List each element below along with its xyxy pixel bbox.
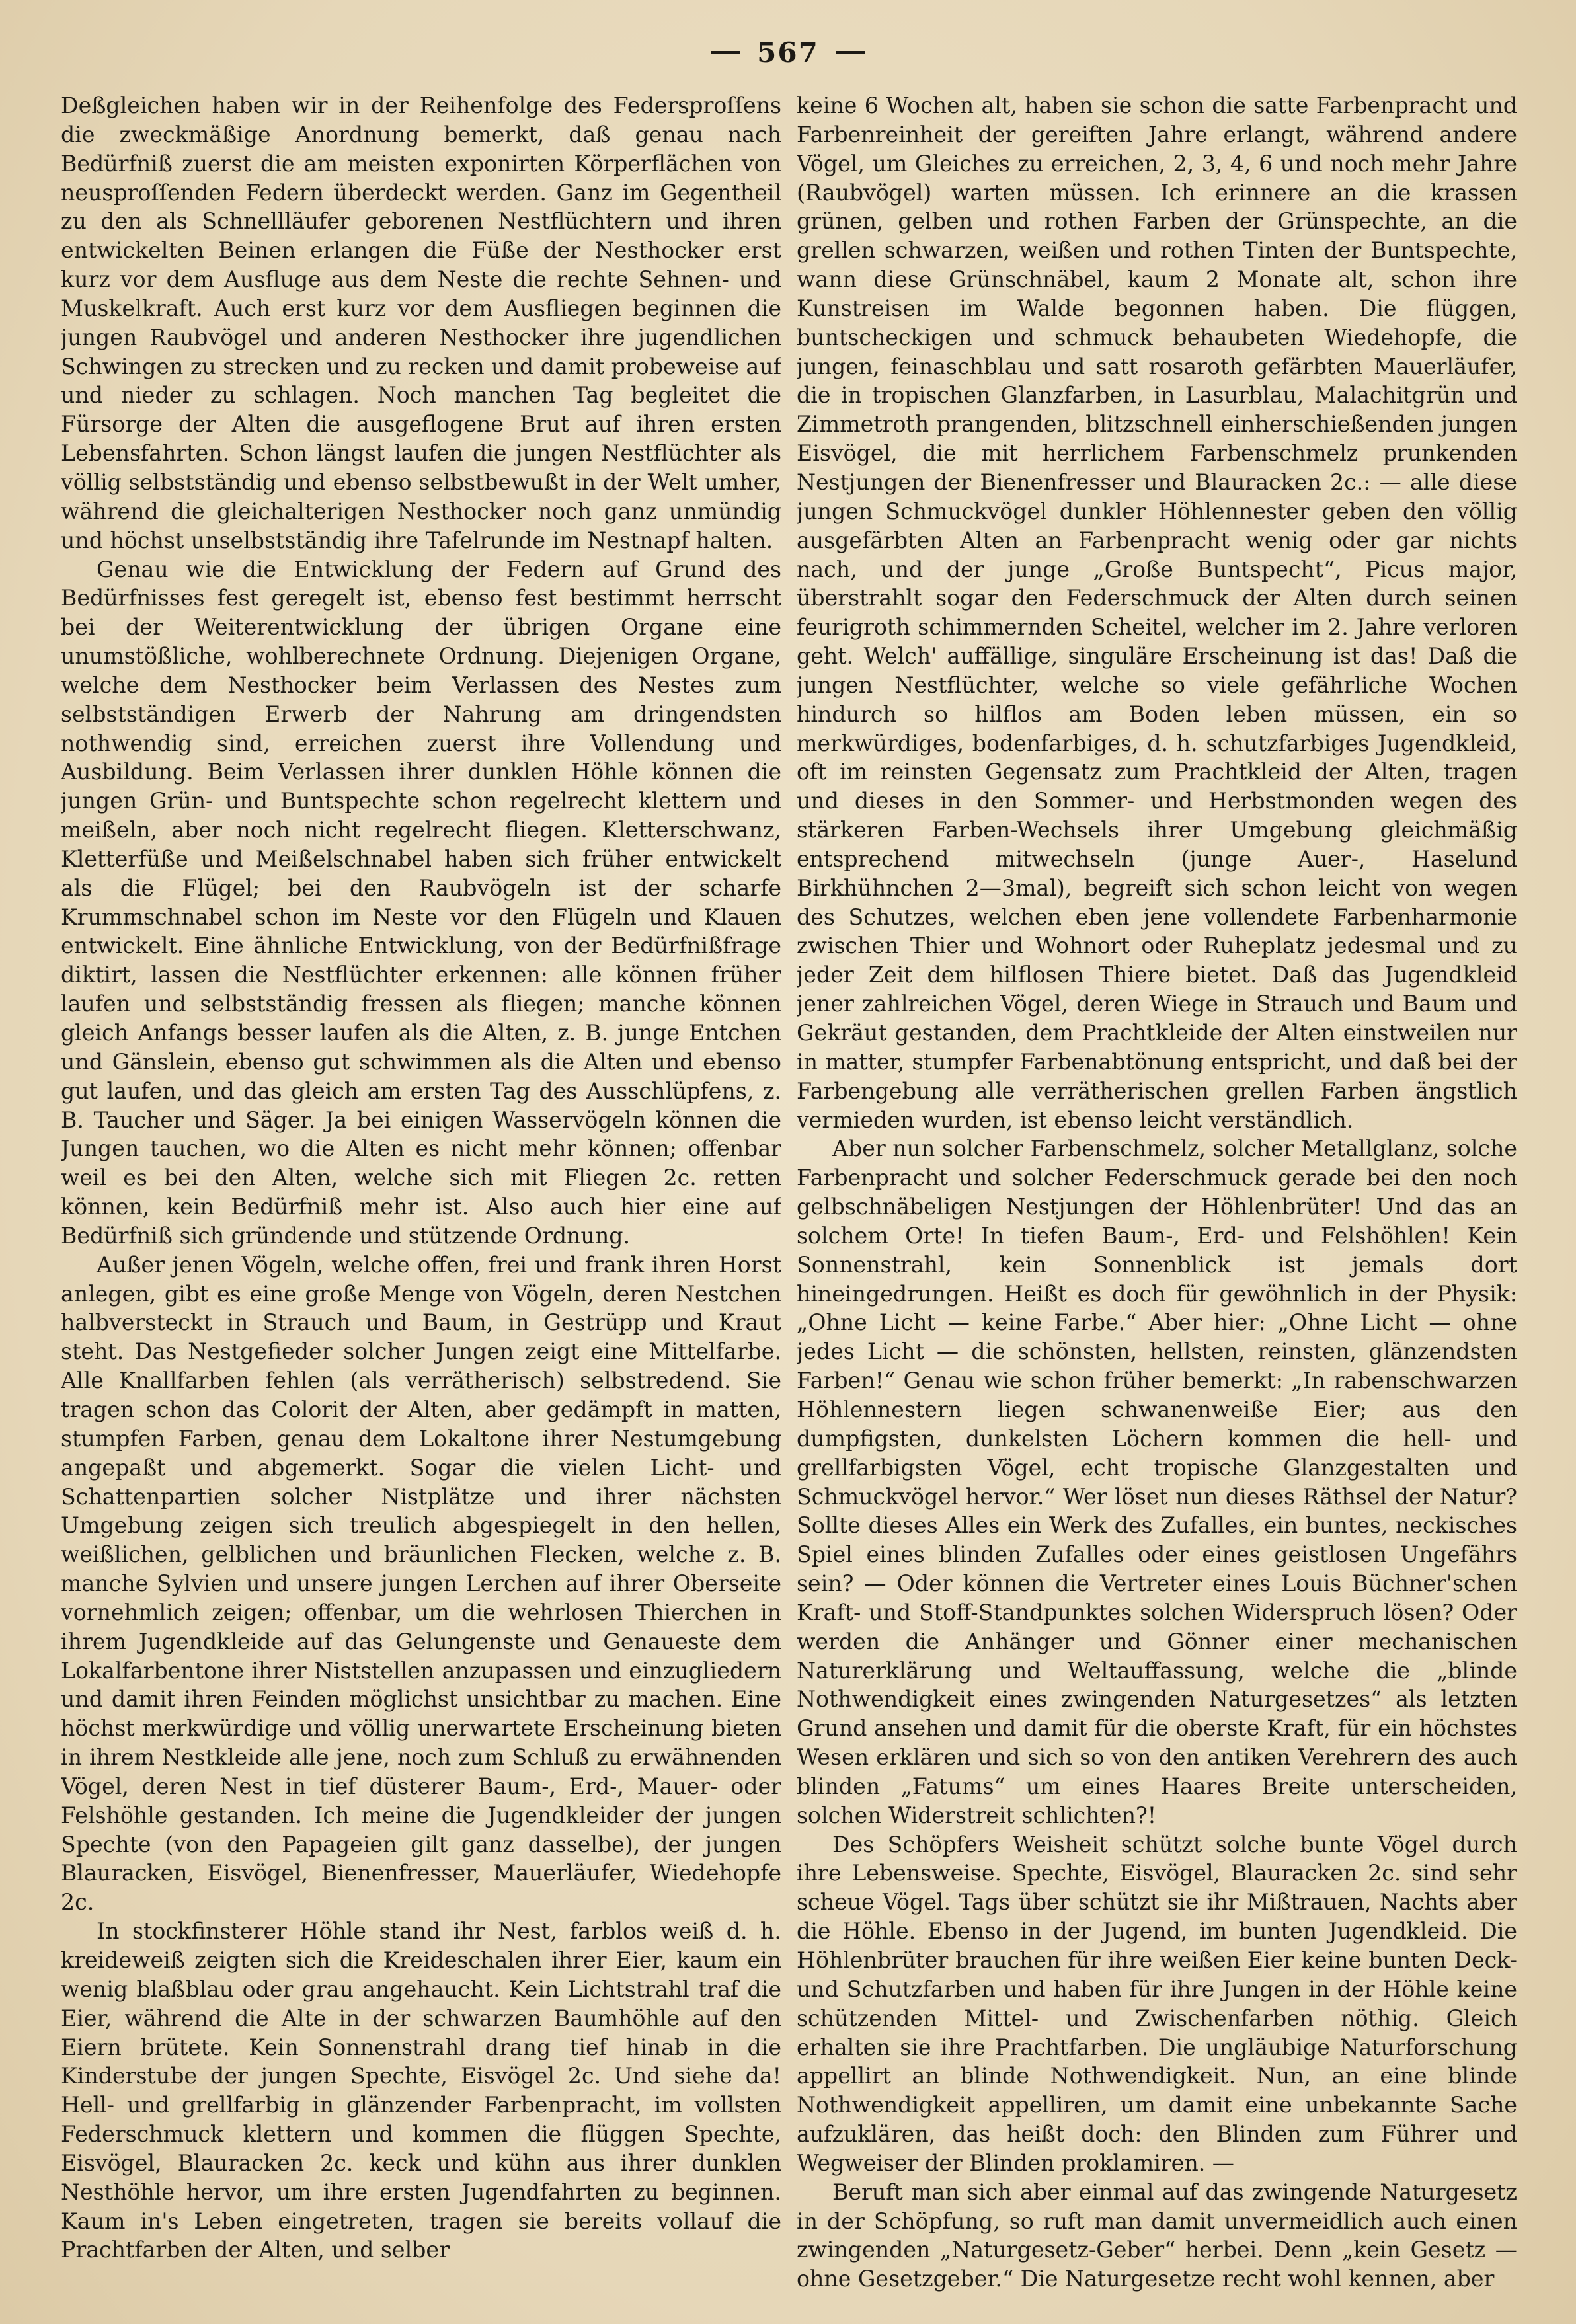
paragraph: In stockfinsterer Höhle stand ihr Nest, farblos weiß d. h. kreideweiß zeigten sich die Kreideschalen ihrer Eier, kaum ein wenig blaßblau oder grau angehaucht. Kein Lichtstrahl traf die Eier, während die Alte in der schwarzen Baumhöhle auf den Eiern brütete. Kein Sonnenstrahl drang tief hinab in die Kinderstube der jungen Spechte, Eisvögel 2c. Und siehe da! Hell- und grellfarbig in glänzender Farbenpracht, im vollsten Federschmuck klettern und kommen die flüggen Spechte, Eisvögel, Blauracken 2c. keck und kühn aus ihrer dunklen Nesthöhle hervor, um ihre ersten Jugendfahrten zu beginnen. Kaum in's Leben eingetreten, tragen sie bereits vollauf die Prachtfarben der Alten, und selber <box>61 1918 781 2263</box>
paragraph: Beruft man sich aber einmal auf das zwingende Naturgesetz in der Schöpfung, so ruft man damit unvermeidlich auch einen zwingenden „Naturgesetz-Geber“ herbei. Denn „kein Gesetz — ohne Gesetzgeber.“ Die Naturgesetze recht wohl kennen, aber <box>797 2179 1517 2292</box>
paragraph: Aber nun solcher Farbenschmelz, solcher Metallglanz, solche Farbenpracht und solcher Federschmuck gerade bei den noch gelbschnäbeligen Nestjungen der Höhlenbrüter! Und das an solchem Orte! In tiefen Baum-, Erd- und Felshöhlen! Kein Sonnenstrahl, kein Sonnenblick ist jemals dort hineingedrungen. Heißt es doch für gewöhnlich in der Physik: „Ohne Licht — keine Farbe.“ Aber hier: „Ohne Licht — ohne jedes Licht — die schönsten, hellsten, reinsten, glänzendsten Farben!“ Genau wie schon früher bemerkt: „In rabenschwarzen Höhlennestern liegen schwanenweiße Eier; aus den dumpfigsten, dunkelsten Löchern kommen die hell- und grellfarbigsten Vögel, echt tropische Glanzgestalten und Schmuckvögel hervor.“ Wer löset nun dieses Räthsel der Natur? Sollte dieses Alles ein Werk des Zufalles, ein buntes, neckisches Spiel eines blinden Zufalles oder eines geistlosen Ungefährs sein? — Oder können die Vertreter eines Louis Büchner'schen Kraft- und Stoff-Standpunktes solchen Widerspruch lösen? Oder werden die Anhänger und Gönner einer mechanischen Naturerklärung und Weltauffassung, welche die „blinde Nothwendigkeit eines zwingenden Naturgesetzes“ als letzten Grund ansehen und damit für die oberste Kraft, für ein höchstes Wesen erklären und sich so von den antiken Verehrern des auch blinden „Fatums“ um eines Haares Breite unterscheiden, solchen Widerstreit schlichten?! <box>797 1136 1517 1828</box>
header-dash-right <box>836 51 865 54</box>
paragraph: Des Schöpfers Weisheit schützt solche bunte Vögel durch ihre Lebensweise. Spechte, Eisvögel, Blauracken 2c. sind sehr scheue Vögel. Tags über schützt sie ihr Mißtrauen, Nachts aber die Höhle. Ebenso in der Jugend, im bunten Jugendkleid. Die Höhlenbrüter brauchen für ihre weißen Eier keine bunten Deck- und Schutzfarben und haben für ihre Jungen in der Höhle keine schützenden Mittel- und Zwischenfarben nöthig. Gleich erhalten sie ihre Prachtfarben. Die ungläubige Naturforschung appellirt an blinde Nothwendigkeit. Nun, an eine blinde Nothwendigkeit appelliren, um damit eine unbekannte Sache aufzuklären, das heißt doch: den Blinden zum Führer und Wegweiser der Blinden proklamiren. — <box>797 1831 1517 2176</box>
paragraph: Deßgleichen haben wir in der Reihenfolge des Federsproſſens die zweckmäßige Anordnung bemerkt, daß genau nach Bedürfniß zuerst die am meisten exponirten Körperflächen von neusproſſenden Federn überdeckt werden. Ganz im Gegentheil zu den als Schnellläufer geborenen Nestflüchtern und ihren entwickelten Beinen erlangen die Füße der Nesthocker erst kurz vor dem Ausfluge aus dem Neste die rechte Sehnen- und Muskelkraft. Auch erst kurz vor dem Ausfliegen beginnen die jungen Raubvögel und anderen Nesthocker ihre jugendlichen Schwingen zu strecken und zu recken und damit probeweise auf und nieder zu schlagen. Noch manchen Tag begleitet die Fürsorge der Alten die ausgeflogene Brut auf ihren ersten Lebensfahrten. Schon längst laufen die jungen Nestflüchter als völlig selbstständig und ebenso selbstbewußt in der Welt umher, während die gleichalterigen Nesthocker noch ganz unmündig und höchst unselbstständig ihre Tafelrunde im Nestnapf halten. <box>61 93 781 553</box>
page-number: 567 <box>757 36 819 69</box>
page-header <box>0 29 1576 75</box>
left-column <box>61 91 781 2292</box>
paragraph: Außer jenen Vögeln, welche offen, frei und frank ihren Horst anlegen, gibt es eine große Menge von Vögeln, deren Nestchen halbversteckt in Strauch und Baum, in Gestrüpp und Kraut steht. Das Nestgefieder solcher Jungen zeigt eine Mittelfarbe. Alle Knallfarben fehlen (als verrätherisch) selbstredend. Sie tragen schon das Colorit der Alten, aber gedämpft in matten, stumpfen Farben, genau dem Lokaltone ihrer Nestumgebung angepaßt und abgemerkt. Sogar die vielen Licht- und Schattenpartien solcher Nistplätze und ihrer nächsten Umgebung zeigen sich treulich abgespiegelt in den hellen, weißlichen, gelblichen und bräunlichen Flecken, welche z. B. manche Sylvien und unsere jungen Lerchen auf ihrer Oberseite vornehmlich zeigen; offenbar, um die wehrlosen Thierchen in ihrem Jugendkleide auf das Gelungenste und Genaueste dem Lokalfarbentone ihrer Niststellen anzupassen und einzugliedern und damit ihren Feinden möglichst unsichtbar zu machen. Eine höchst merkwürdige und völlig unerwartete Erscheinung bieten in ihrem Nestkleide alle jene, noch zum Schluß zu erwähnenden Vögel, deren Nest in tief düsterer Baum-, Erd-, Mauer- oder Felshöhle gestanden. Ich meine die Jugendkleider der jungen Spechte (von den Papageien gilt ganz dasselbe), der jungen Blauracken, Eisvögel, Bienenfresser, Mauerläufer, Wiedehopfe 2c. <box>61 1251 781 1916</box>
paragraph: keine 6 Wochen alt, haben sie schon die satte Farbenpracht und Farbenreinheit der gereiften Jahre erlangt, während andere Vögel, um Gleiches zu erreichen, 2, 3, 4, 6 und noch mehr Jahre (Raubvögel) warten müssen. Ich erinnere an die krassen grünen, gelben und rothen Farben der Grünspechte, an die grellen schwarzen, weißen und rothen Tinten der Buntspechte, wann diese Grünschnäbel, kaum 2 Monate alt, schon ihre Kunstreisen im Walde begonnen haben. Die flüggen, buntscheckigen und schmuck behaubeten Wiedehopfe, die jungen, feinaschblau und satt rosaroth gefärbten Mauerläufer, die in tropischen Glanzfarben, in Lasurblau, Malachitgrün und Zimmetroth prangenden, blitzschnell einherschießenden jungen Eisvögel, die mit herrlichem Farbenschmelz prunkenden Nestjungen der Bienenfresser und Blauracken 2c.: — alle diese jungen Schmuckvögel dunkler Höhlennester geben den völlig ausgefärbten Alten an Farbenpracht wenig oder gar nichts nach, und der junge „Große Buntspecht“, Picus major, überstrahlt sogar den Federschmuck der Alten durch seinen feurigroth schimmernden Scheitel, welcher im 2. Jahre verloren geht. Welch' auffällige, singuläre Erscheinung ist das! Daß die jungen Nestflüchter, welche so viele gefährliche Wochen hindurch so hilflos am Boden leben müssen, ein so merkwürdiges, bodenfarbiges, d. h. schutzfarbiges Jugendkleid, oft im reinsten Gegensatz zum Prachtkleid der Alten, tragen und dieses in den Sommer- und Herbstmonden wegen des stärkeren Farben-Wechsels ihrer Umgebung gleichmäßig entsprechend mitwechseln (junge Auer-, Haselund Birkhühnchen 2—3mal), begreift sich schon leicht von wegen des Schutzes, welchen eben jene vollendete Farbenharmonie zwischen Thier und Wohnort oder Ruheplatz jedesmal und zu jeder Zeit dem hilflosen Thiere bietet. Daß das Jugendkleid jener zahlreichen Vögel, deren Wiege in Strauch und Baum und Gekräut gestanden, dem Prachtkleide der Alten einstweilen nur in matter, stumpfer Farbenabtönung entspricht, und daß bei der Farbengebung alle verrätherischen grellen Farben ängstlich vermieden wurden, ist ebenso leicht verständlich. <box>797 93 1517 1133</box>
right-column <box>797 91 1517 2292</box>
header-dash-left <box>711 51 740 54</box>
paragraph: Genau wie die Entwicklung der Federn auf Grund des Bedürfnisses fest geregelt ist, ebenso fest bestimmt herrscht bei der Weiterentwicklung der übrigen Organe eine unumstößliche, wohlberechnete Ordnung. Diejenigen Organe, welche dem Nesthocker beim Verlassen des Nestes zum selbstständigen Erwerb der Nahrung am dringendsten nothwendig sind, erreichen zuerst ihre Vollendung und Ausbildung. Beim Verlassen ihrer dunklen Höhle können die jungen Grün- und Buntspechte schon regelrecht klettern und meißeln, aber noch nicht regelrecht fliegen. Kletterschwanz, Kletterfüße und Meißelschnabel haben sich früher entwickelt als die Flügel; bei den Raubvögeln ist der scharfe Krummschnabel schon im Neste vor den Flügeln und Klauen entwickelt. Eine ähnliche Entwicklung, von der Bedürfnißfrage diktirt, lassen die Nestflüchter erkennen: alle können früher laufen und selbstständig fressen als fliegen; manche können gleich Anfangs besser laufen als die Alten, z. B. junge Entchen und Gänslein, ebenso gut schwimmen als die Alten und ebenso gut laufen, und das gleich am ersten Tag des Ausschlüpfens, z. B. Taucher und Säger. Ja bei einigen Wasservögeln können die Jungen tauchen, wo die Alten es nicht mehr können; offenbar weil es bei den Alten, welche sich mit Fliegen 2c. retten können, kein Bedürfniß mehr ist. Also auch hier eine auf Bedürfniß sich gründende und stützende Ordnung. <box>61 556 781 1249</box>
